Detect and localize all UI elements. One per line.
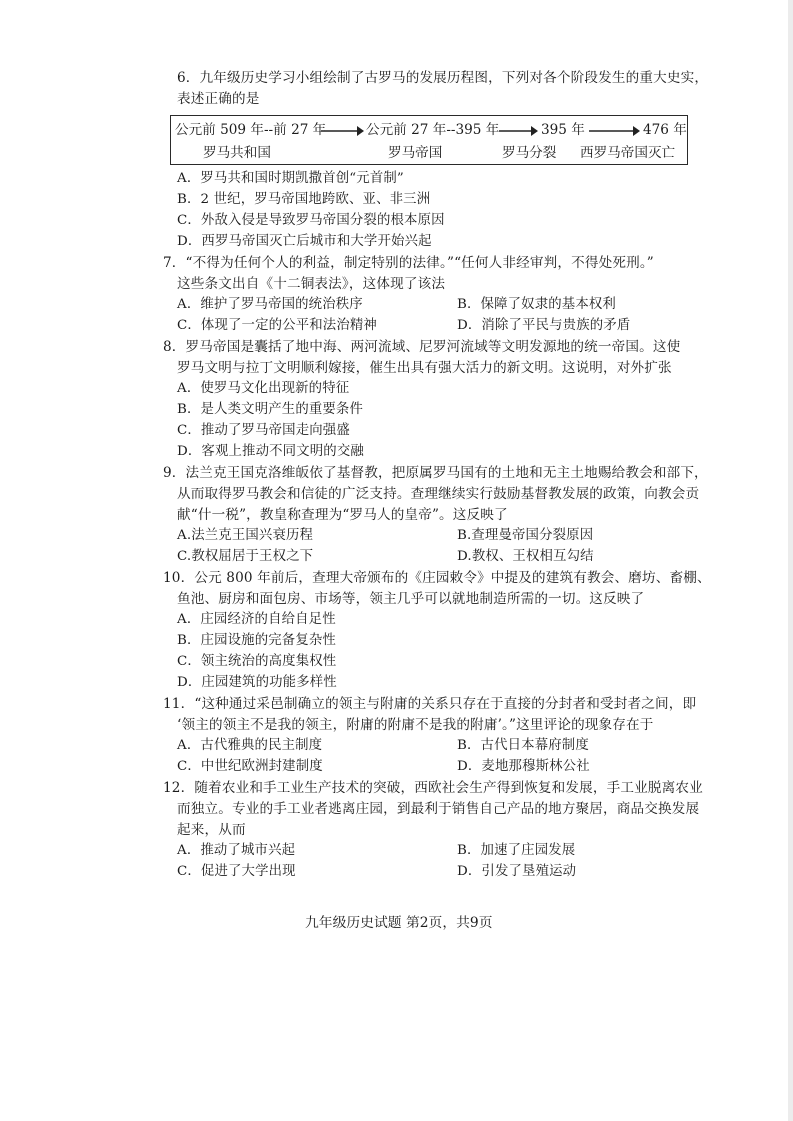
q10-option-c: C．领主统治的高度集权性 [177,654,337,669]
timeline-label-republic: 罗马共和国 [203,145,271,161]
q9-stem-line1: 9．法兰克王国克洛维皈依了基督教，把原属罗马国有的土地和无主土地赐给教会和部下， [163,465,708,481]
timeline-label-split: 罗马分裂 [502,145,557,161]
q10-stem-line2: 鱼池、厨房和面包房、市场等，领主几乎可以就地制造所需的一切。这反映了 [177,591,645,607]
q6-option-a: A．罗马共和国时期凯撒首创“元首制” [177,171,404,186]
q11-stem-line1: 11．“这种通过采邑制确立的领主与附庸的关系只存在于直接的分封者和受封者之间，即 [163,696,697,712]
q11-option-c: C．中世纪欧洲封建制度 [177,759,323,774]
q6-option-c: C．外敌入侵是导致罗马帝国分裂的根本原因 [177,213,445,228]
q6-stem-line2: 表述正确的是 [177,91,260,107]
q7-option-c: C．体现了一定的公平和法治精神 [177,318,377,333]
q12-option-d: D．引发了垦殖运动 [457,864,577,879]
page-footer: 九年级历史试题 第2页，共9页 [305,915,493,931]
q12-stem-line1: 12．随着农业和手工业生产技术的突破，西欧社会生产得到恢复和发展，手工业脱离农业 [163,780,703,796]
q12-stem-line2: 而独立。专业的手工业者逃离庄园，到最利于销售自己产品的地方聚居，商品交换发展 [177,801,700,817]
timeline-period-2: 公元前 27 年--395 年 [366,122,500,138]
q9-option-b: B.查理曼帝国分裂原因 [457,528,594,543]
q12-option-b: B．加速了庄园发展 [457,843,576,858]
timeline-label-fall: 西罗马帝国灭亡 [580,145,676,161]
q8-option-c: C．推动了罗马帝国走向强盛 [177,423,350,438]
timeline-label-empire: 罗马帝国 [388,145,443,161]
q8-option-a: A．使罗马文化出现新的特征 [177,381,350,396]
q9-stem-line2: 从而取得罗马教会和信徒的广泛支持。查理继续实行鼓励基督教发展的政策，向教会贡 [177,486,700,502]
q12-option-a: A．推动了城市兴起 [177,843,296,858]
q11-stem-line2: ‘领主的领主不是我的领主，附庸的附庸不是我的附庸’。”这里评论的现象存在于 [177,717,654,733]
q9-option-a: A.法兰克王国兴衰历程 [177,528,314,543]
timeline-arrow-3 [588,124,640,138]
timeline-period-1: 公元前 509 年--前 27 年 [175,122,327,138]
q7-option-a: A．维护了罗马帝国的统治秩序 [177,297,363,312]
q8-option-d: D．客观上推动不同文明的交融 [177,444,364,459]
timeline-arrow-1 [320,124,364,138]
q8-stem-line1: 8．罗马帝国是囊括了地中海、两河流域、尼罗河流域等文明发源地的统一帝国。这使 [163,339,681,355]
q10-option-d: D．庄园建筑的功能多样性 [177,675,337,690]
scan-edge-shadow [788,0,793,1121]
q11-option-a: A．古代雅典的民主制度 [177,738,323,753]
q8-stem-line2: 罗马文明与拉丁文明顺利嫁接，催生出具有强大活力的新文明。这说明，对外扩张 [177,360,672,376]
q7-stem-line2: 这些条文出自《十二铜表法》，这体现了该法 [177,276,446,292]
q6-stem-line1: 6．九年级历史学习小组绘制了古罗马的发展历程图，下列对各个阶段发生的重大史实， [177,70,709,86]
q9-option-c: C.教权屈居于王权之下 [177,549,314,564]
q6-option-d: D．西罗马帝国灭亡后城市和大学开始兴起 [177,234,432,249]
q7-option-d: D．消除了平民与贵族的矛盾 [457,318,631,333]
q12-stem-line3: 起来，从而 [177,822,246,838]
timeline-arrow-2 [498,124,538,138]
timeline-point-3: 395 年 [541,122,585,138]
q11-option-d: D．麦地那穆斯林公社 [457,759,590,774]
q9-option-d: D.教权、王权相互勾结 [457,549,594,564]
q10-option-a: A．庄园经济的自给自足性 [177,612,336,627]
q8-option-b: B．是人类文明产生的重要条件 [177,402,364,417]
rome-timeline-diagram [170,115,688,165]
q6-option-b: B．2 世纪，罗马帝国地跨欧、亚、非三洲 [177,192,431,207]
q9-stem-line3: 献“什一税”，教皇称查理为“罗马人的皇帝”。这反映了 [177,507,508,523]
q11-option-b: B．古代日本幕府制度 [457,738,589,753]
q10-stem-line1: 10．公元 800 年前后，查理大帝颁布的《庄园敕令》中提及的建筑有教会、磨坊、畜棚、 [163,570,711,586]
q12-option-c: C．促进了大学出现 [177,864,296,879]
q7-stem-line1: 7．“不得为任何个人的利益，制定特别的法律。”“任何人非经审判，不得处死刑。” [163,255,654,271]
q10-option-b: B．庄园设施的完备复杂性 [177,633,336,648]
timeline-point-4: 476 年 [643,122,687,138]
q7-option-b: B．保障了奴隶的基本权利 [457,297,616,312]
